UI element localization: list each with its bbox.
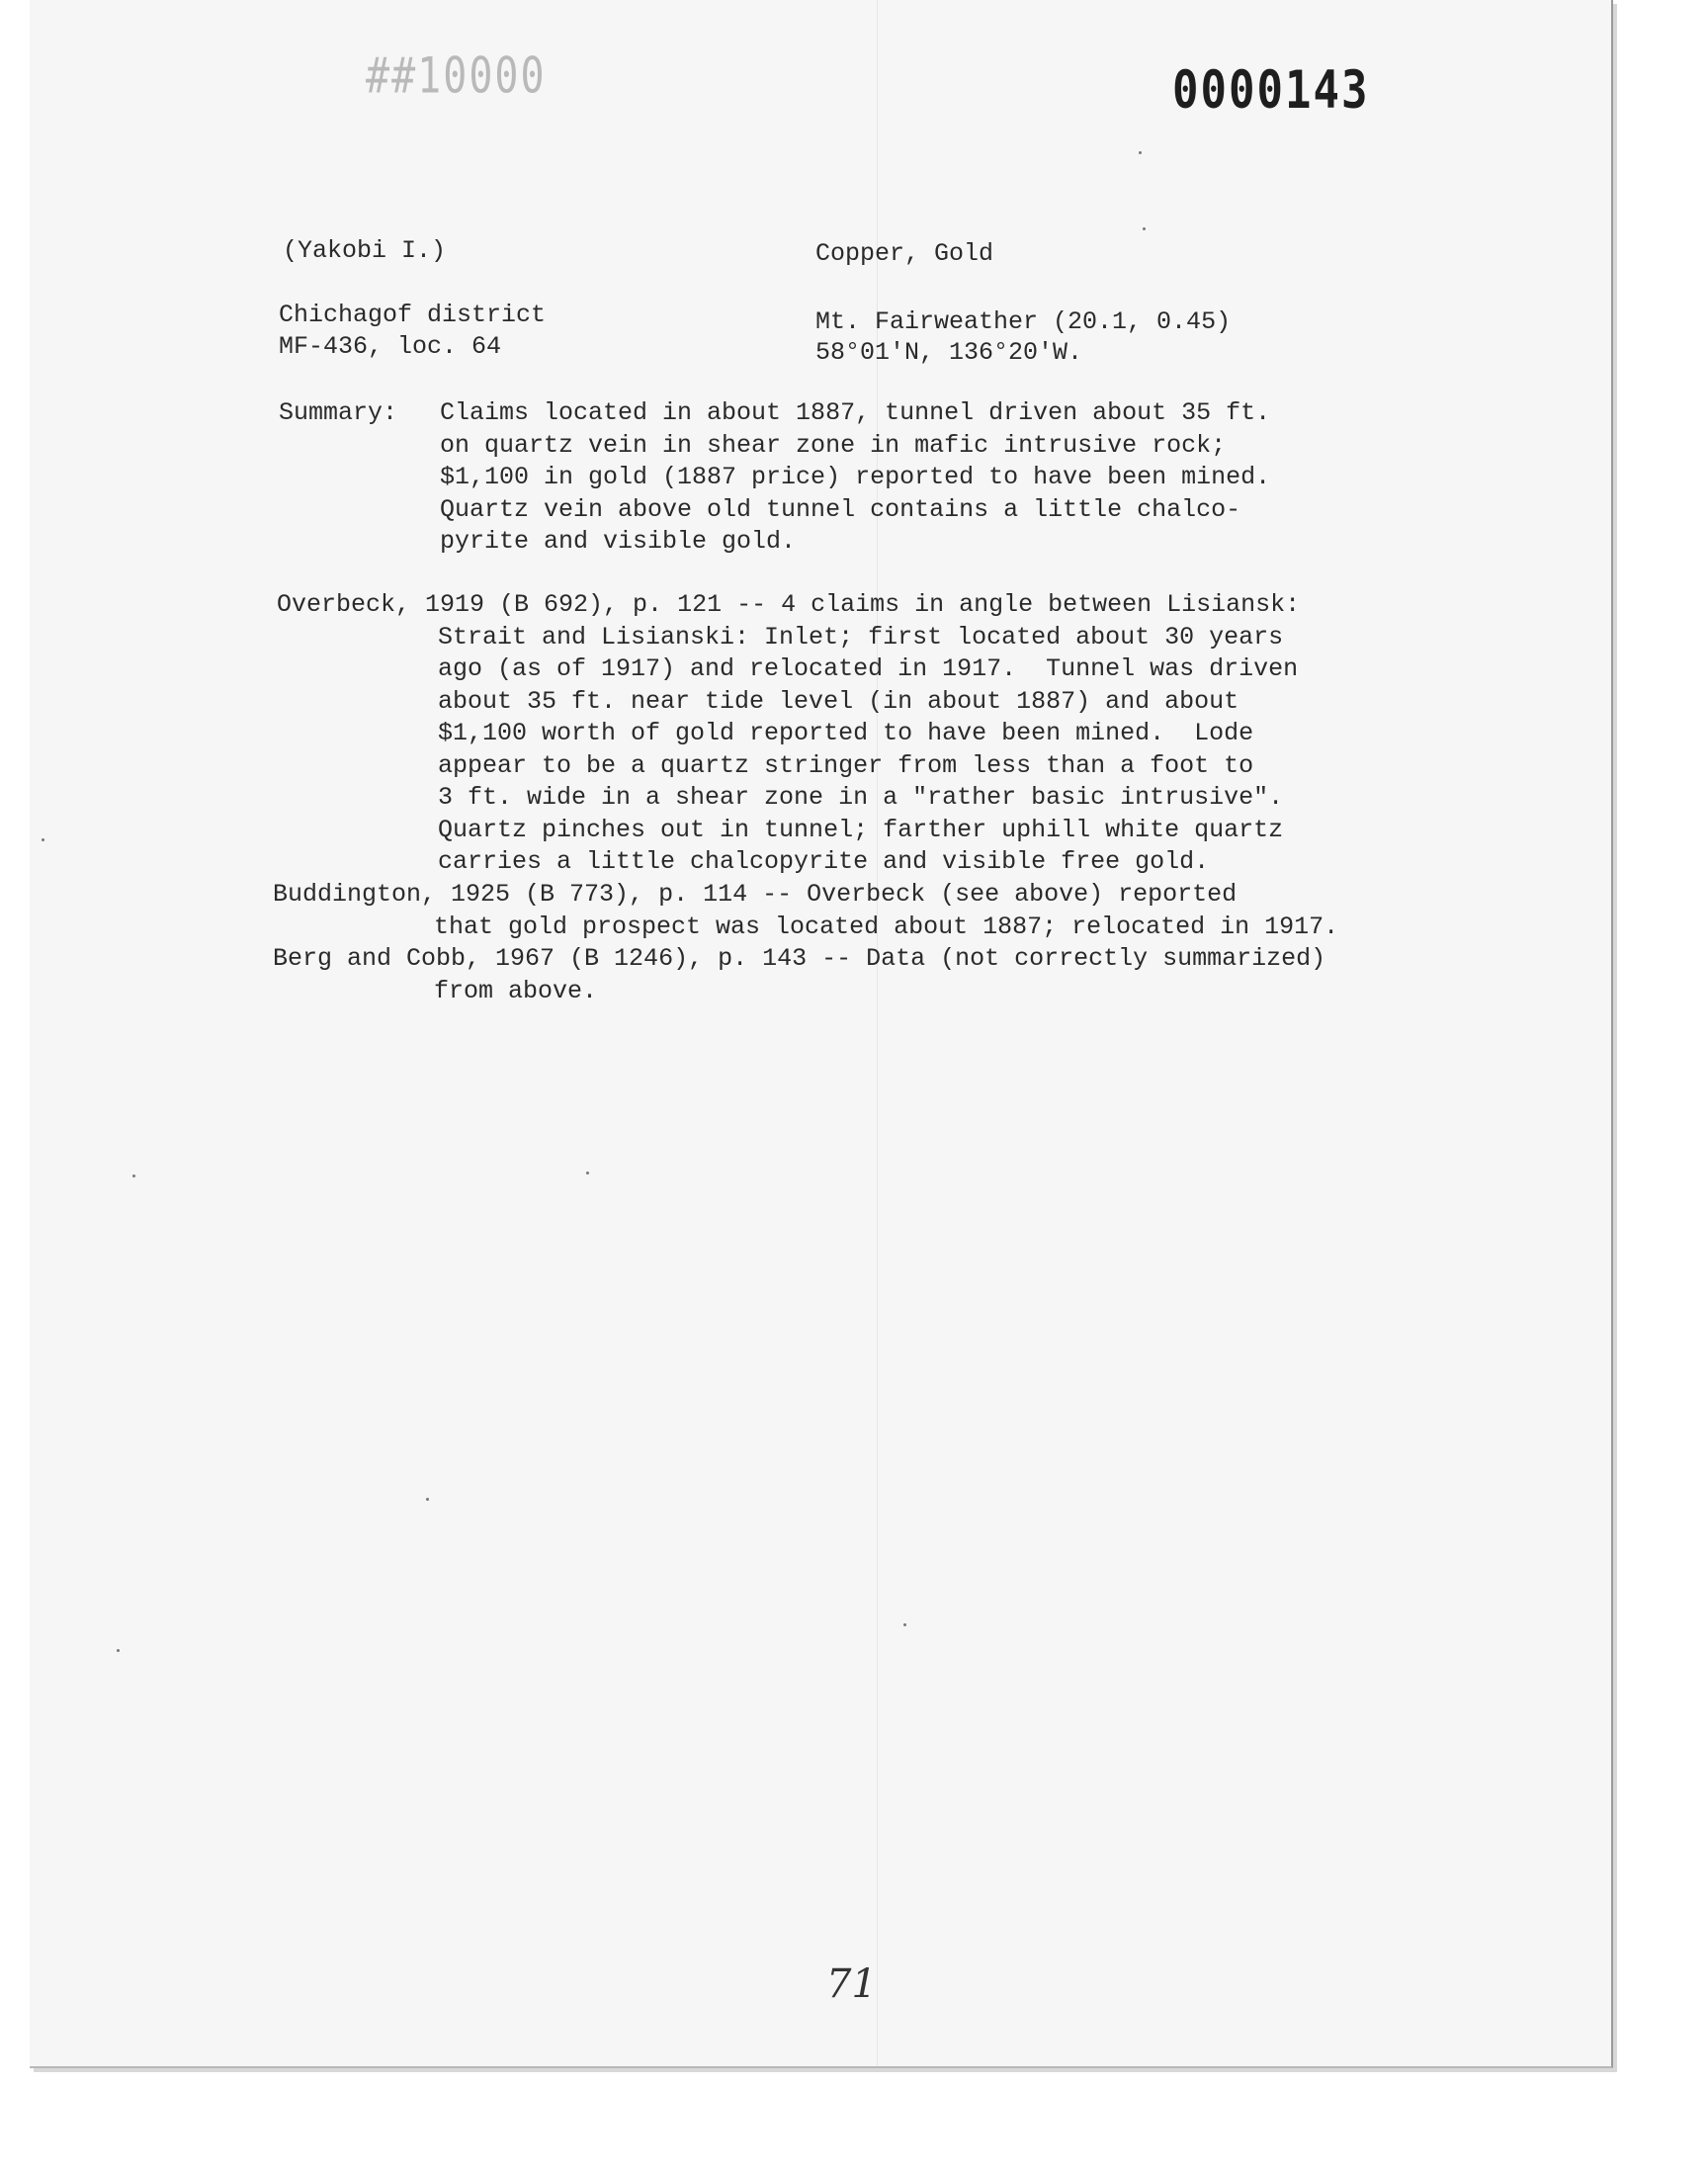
district: Chichagof district bbox=[279, 301, 547, 329]
summary-line: $1,100 in gold (1887 price) reported to have been mined. bbox=[440, 463, 1271, 491]
reference-line: Buddington, 1925 (B 773), p. 114 -- Overbeck (see above) reported bbox=[273, 880, 1238, 909]
reference-line: Strait and Lisianski: Inlet; first located about 30 years bbox=[438, 622, 1284, 652]
reference-buddington bbox=[273, 879, 1338, 943]
summary-label: Summary: bbox=[279, 398, 398, 427]
quadrangle: Mt. Fairweather (20.1, 0.45) bbox=[815, 307, 1232, 336]
reference-line: Quartz pinches out in tunnel; farther uphill white quartz bbox=[438, 815, 1284, 844]
record-stamp-faint: ##10000 bbox=[366, 47, 547, 105]
reference-line: 3 ft. wide in a shear zone in a "rather basic intrusive". bbox=[438, 783, 1284, 812]
coordinates: 58°01'N, 136°20'W. bbox=[815, 338, 1083, 367]
scan-speck bbox=[426, 1498, 429, 1501]
summary-line: pyrite and visible gold. bbox=[440, 527, 797, 556]
summary-line: Quartz vein above old tunnel contains a little chalco- bbox=[440, 494, 1241, 524]
reference-line: appear to be a quartz stringer from less than a foot to bbox=[438, 750, 1254, 780]
map-reference: MF-436, loc. 64 bbox=[279, 332, 502, 361]
summary-text bbox=[440, 397, 1270, 559]
document-sheet bbox=[30, 0, 1613, 2068]
scan-speck bbox=[132, 1174, 135, 1177]
reference-line: ago (as of 1917) and relocated in 1917. Tunnel was driven bbox=[438, 654, 1299, 683]
scan-speck bbox=[586, 1172, 589, 1174]
reference-line: Berg and Cobb, 1967 (B 1246), p. 143 -- Data (not correctly summarized) bbox=[273, 944, 1326, 973]
site-name: (Yakobi I.) bbox=[283, 236, 447, 265]
record-number-stamp: 0000143 bbox=[1172, 59, 1370, 122]
scan-speck bbox=[1139, 151, 1142, 154]
reference-overbeck bbox=[277, 589, 1300, 879]
summary-line: Claims located in about 1887, tunnel driven about 35 ft. bbox=[440, 398, 1271, 427]
reference-line: from above. bbox=[434, 976, 598, 1005]
scan-speck bbox=[903, 1623, 906, 1626]
reference-line: Overbeck, 1919 (B 692), p. 121 -- 4 claims in angle between Lisiansk: bbox=[277, 590, 1301, 619]
reference-line: carries a little chalcopyrite and visible free gold. bbox=[438, 847, 1210, 876]
scan-speck bbox=[42, 838, 44, 841]
reference-berg-cobb bbox=[273, 943, 1325, 1007]
scan-speck bbox=[1143, 227, 1146, 230]
scan-speck bbox=[117, 1649, 120, 1652]
reference-line: that gold prospect was located about 1887; relocated in 1917. bbox=[434, 912, 1339, 941]
handwritten-page-mark: 71 bbox=[826, 1961, 877, 2007]
reference-line: about 35 ft. near tide level (in about 1887) and about bbox=[438, 686, 1239, 716]
summary-line: on quartz vein in shear zone in mafic intrusive rock; bbox=[440, 430, 1227, 460]
reference-line: $1,100 worth of gold reported to have been mined. Lode bbox=[438, 719, 1254, 747]
commodities: Copper, Gold bbox=[815, 239, 994, 268]
